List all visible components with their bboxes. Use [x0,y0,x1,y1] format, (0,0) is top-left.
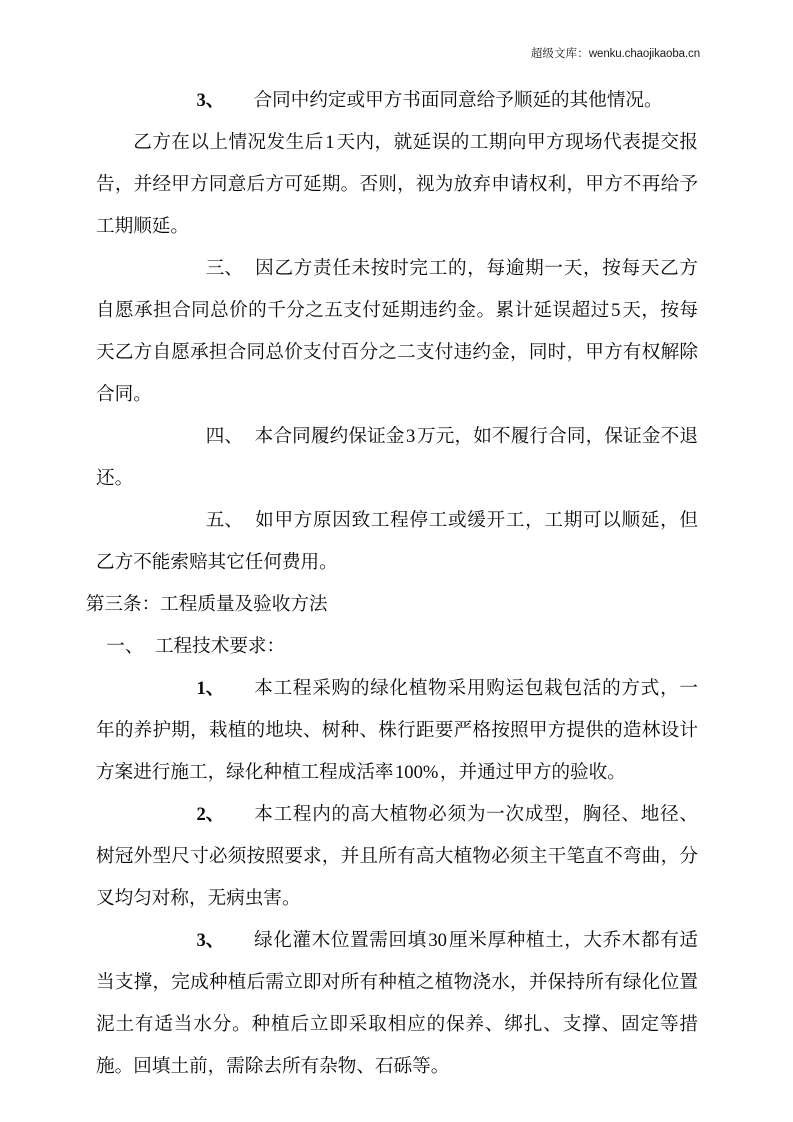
list-marker: 3、 [196,90,225,111]
paragraph-text: 合同中约定或甲方书面同意给予顺延的其他情况。 [253,90,663,111]
paragraph-report-within-1-day [96,122,698,248]
heading-article-3 [85,584,698,626]
list-marker: 四、 [205,426,243,447]
paragraph-text-part2: ，并通过甲方的验收。 [439,762,626,783]
inline-number-depth: 30 [428,930,447,951]
header-site-url: wenku.chaojikaoba.cn [588,48,700,60]
paragraph-text: 工程技术要求： [154,636,286,657]
paragraph-text-part2: 天内，就延误的工期向甲方现场代表提交报告，并经甲方同意后方可延期。否则，视为放弃申请权利，甲方不再给予工期顺延。 [96,132,698,237]
inline-number-amount: 3 [406,426,416,447]
inline-number-days: 5 [611,300,621,321]
paragraph-text-part1: 绿化灌木位置需回填 [253,930,427,951]
list-marker: 2、 [196,804,225,825]
list-marker: 1、 [196,678,225,699]
list-marker: 五、 [205,510,243,531]
paragraph-item-3-extension [96,80,698,122]
paragraph-text-part1: 乙方在以上情况发生后 [133,132,324,153]
paragraph-text-part1: 本合同履约保证金 [254,426,405,447]
inline-number-days: 1 [325,132,335,153]
paragraph-item-2-tall-plants [96,794,698,920]
header-site-label: 超级文库： [530,48,589,60]
paragraph-clause-5-delay [96,500,698,584]
heading-text: 第三条：工程质量及验收方法 [85,594,328,615]
paragraph-text-part1: 因乙方责任未按时完工的，每逾期一天，按每天乙方自愿承担合同总价的千分之五支付延期违约金。累计延误超过 [96,258,698,321]
list-marker: 一、 [106,636,144,657]
paragraph-text-part2: 万元，如不履行合同，保证金不退还。 [96,426,698,489]
paragraph-sub-1-tech-requirements [96,626,698,668]
list-marker: 3、 [196,930,225,951]
inline-number-survival-rate: 100% [395,762,439,783]
paragraph-text-part2: 天，按每天乙方自愿承担合同总价支付百分之二支付违约金，同时，甲方有权解除合同。 [96,300,698,405]
paragraph-text: 本工程内的高大植物必须为一次成型，胸径、地径、树冠外型尺寸必须按照要求，并且所有高大植物必须主干笔直不弯曲，分叉均匀对称，无病虫害。 [96,804,698,909]
paragraph-clause-4-deposit [96,416,698,500]
paragraph-text-part1: 本工程采购的绿化植物采用购运包栽包活的方式，一年的养护期，栽植的地块、树种、株行距要严格按照甲方提供的造林设计方案进行施工，绿化种植工程成活率 [96,678,698,783]
page-header [96,46,700,62]
list-marker: 三、 [205,258,243,279]
paragraph-text-part2: 厘米厚种植土，大乔木都有适当支撑，完成种植后需立即对所有种植之植物浇水，并保持所有绿化位置泥土有适当水分。种植后立即采取相应的保养、绑扎、支撑、固定等措施。回填土前，需除去所有杂物、石砾等。 [96,930,698,1077]
paragraph-item-3-backfill-soil [96,920,698,1088]
document-body [85,80,698,1088]
paragraph-item-1-planting-method [96,668,698,794]
paragraph-clause-3-penalty [96,248,698,416]
paragraph-text: 如甲方原因致工程停工或缓开工，工期可以顺延，但乙方不能索赔其它任何费用。 [96,510,698,573]
